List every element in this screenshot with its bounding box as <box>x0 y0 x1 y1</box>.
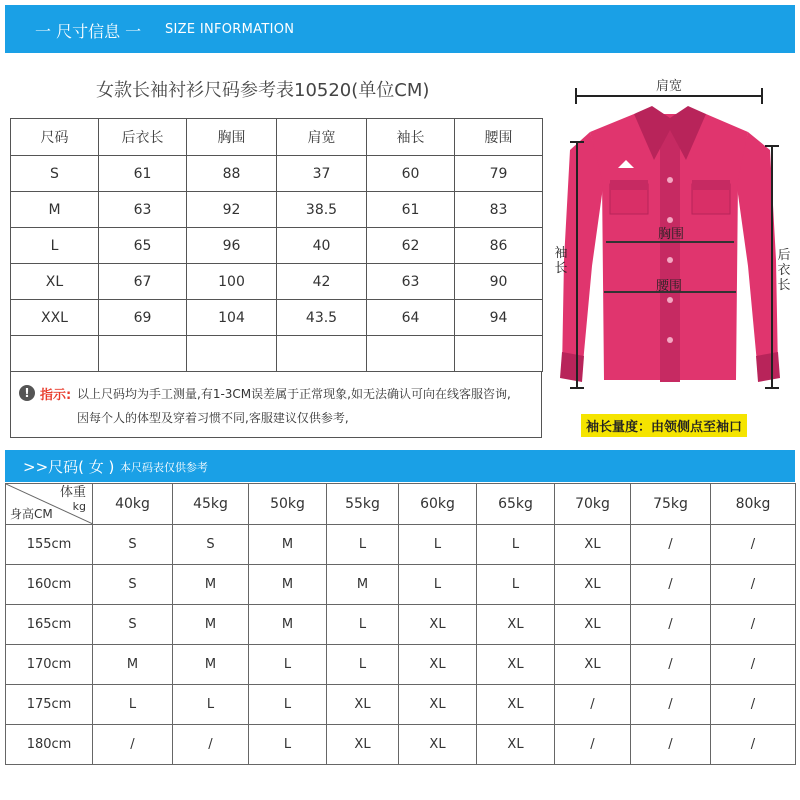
size-recommendation-cell: XL <box>555 645 631 685</box>
table-row <box>6 645 796 685</box>
weight-header-cell: 60kg <box>399 484 477 525</box>
table-row <box>6 605 796 645</box>
weight-header-cell: 75kg <box>631 484 711 525</box>
size-recommendation-cell: / <box>711 565 796 605</box>
size-cell: XL <box>11 264 99 300</box>
weight-header-cell: 65kg <box>477 484 555 525</box>
size-recommendation-cell: / <box>631 725 711 765</box>
size-recommendation-cell: XL <box>399 685 477 725</box>
size-cell: 60 <box>367 156 455 192</box>
size-recommendation-cell: L <box>477 565 555 605</box>
size-cell: 40 <box>277 228 367 264</box>
size-recommendation-cell: L <box>327 645 399 685</box>
size-recommendation-cell: XL <box>477 645 555 685</box>
size-recommendation-cell: XL <box>477 685 555 725</box>
table-row <box>6 525 796 565</box>
height-cell: 170cm <box>6 645 93 685</box>
height-cell: 180cm <box>6 725 93 765</box>
size-recommendation-cell: L <box>249 725 327 765</box>
size-recommendation-cell: XL <box>477 605 555 645</box>
size-recommendation-cell: M <box>173 605 249 645</box>
section-title: >>尺码( 女 ) <box>23 458 115 476</box>
women-size-section-bar <box>5 450 795 482</box>
weight-header-row <box>6 484 796 525</box>
weight-header-cell: 55kg <box>327 484 399 525</box>
size-recommendation-cell: M <box>249 565 327 605</box>
size-recommendation-cell: XL <box>555 605 631 645</box>
size-cell: 92 <box>187 192 277 228</box>
section-subtitle: 本尺码表仅供参考 <box>120 461 208 474</box>
size-recommendation-cell: XL <box>327 685 399 725</box>
weight-header-cell: 40kg <box>93 484 173 525</box>
size-recommendation-cell: / <box>711 725 796 765</box>
size-cell: L <box>11 228 99 264</box>
size-recommendation-cell: S <box>93 525 173 565</box>
size-cell: 42 <box>277 264 367 300</box>
size-header-cell: 肩宽 <box>277 119 367 156</box>
size-recommendation-cell: M <box>93 645 173 685</box>
size-recommendation-cell: / <box>631 605 711 645</box>
height-cell: 155cm <box>6 525 93 565</box>
weight-header-cell: 45kg <box>173 484 249 525</box>
size-recommendation-cell: / <box>711 605 796 645</box>
height-cell: 175cm <box>6 685 93 725</box>
size-recommendation-cell: / <box>555 725 631 765</box>
size-recommendation-cell: M <box>327 565 399 605</box>
chest-label: 胸围 <box>658 227 685 242</box>
size-recommendation-cell: S <box>93 605 173 645</box>
size-cell <box>187 336 277 372</box>
size-recommendation-cell: L <box>93 685 173 725</box>
size-cell <box>455 336 543 372</box>
size-recommendation-cell: / <box>711 525 796 565</box>
note-text-line2: 因每个人的体型及穿着习惯不同,客服建议仅供参考, <box>77 411 349 425</box>
size-recommendation-cell: / <box>631 565 711 605</box>
size-header-row <box>11 119 543 156</box>
size-recommendation-cell: / <box>173 725 249 765</box>
warning-icon: ! <box>19 385 35 401</box>
note-text-line1: 以上尺码均为手工测量,有1-3CM误差属于正常现象,如无法确认可向在线客服咨询, <box>77 387 511 401</box>
sleeve-measure-note: 袖长量度：由领侧点至袖口 <box>581 414 747 437</box>
size-recommendation-cell: / <box>631 525 711 565</box>
height-weight-size-table <box>5 483 796 765</box>
size-cell: 61 <box>367 192 455 228</box>
table-row <box>6 685 796 725</box>
table-row <box>11 192 543 228</box>
size-cell: 63 <box>367 264 455 300</box>
size-cell: 69 <box>99 300 187 336</box>
back-length-label: 后衣长 <box>777 248 791 293</box>
height-cell: 160cm <box>6 565 93 605</box>
size-cell: 100 <box>187 264 277 300</box>
weight-header-cell: 80kg <box>711 484 796 525</box>
table-row <box>11 156 543 192</box>
size-recommendation-cell: L <box>249 645 327 685</box>
size-recommendation-cell: S <box>173 525 249 565</box>
size-header-cell: 尺码 <box>11 119 99 156</box>
waist-label: 腰围 <box>656 279 683 294</box>
size-recommendation-cell: L <box>399 565 477 605</box>
size-cell: 67 <box>99 264 187 300</box>
size-recommendation-cell: L <box>249 685 327 725</box>
shoulder-width-label: 肩宽 <box>656 79 683 94</box>
size-cell: 61 <box>99 156 187 192</box>
size-cell: 104 <box>187 300 277 336</box>
size-recommendation-cell: XL <box>399 605 477 645</box>
table-row <box>11 336 543 372</box>
size-recommendation-cell: L <box>399 525 477 565</box>
corner-weight-label: 体重 <box>59 485 86 500</box>
height-cell: 165cm <box>6 605 93 645</box>
size-cell: 43.5 <box>277 300 367 336</box>
weight-header-cell: 70kg <box>555 484 631 525</box>
size-recommendation-cell: M <box>249 605 327 645</box>
size-table <box>10 118 543 372</box>
corner-height-label: 身高CM <box>10 507 53 521</box>
banner-title: 一 尺寸信息 一 <box>35 22 142 41</box>
size-recommendation-cell: L <box>327 525 399 565</box>
size-recommendation-cell: / <box>631 645 711 685</box>
size-recommendation-cell: XL <box>327 725 399 765</box>
size-recommendation-cell: L <box>327 605 399 645</box>
size-cell: 96 <box>187 228 277 264</box>
shirt-measurement-diagram <box>548 70 800 450</box>
corner-kg-label: kg <box>72 500 86 513</box>
size-cell <box>367 336 455 372</box>
size-header-cell: 袖长 <box>367 119 455 156</box>
size-recommendation-cell: / <box>631 685 711 725</box>
size-info-banner <box>5 5 795 53</box>
size-recommendation-cell: M <box>249 525 327 565</box>
size-header-cell: 胸围 <box>187 119 277 156</box>
size-recommendation-cell: M <box>173 645 249 685</box>
size-recommendation-cell: M <box>173 565 249 605</box>
size-recommendation-cell: XL <box>399 725 477 765</box>
size-cell <box>11 336 99 372</box>
size-cell: 38.5 <box>277 192 367 228</box>
size-cell: 37 <box>277 156 367 192</box>
size-cell: S <box>11 156 99 192</box>
size-recommendation-cell: XL <box>555 565 631 605</box>
size-cell: 88 <box>187 156 277 192</box>
size-recommendation-cell: / <box>711 645 796 685</box>
table-row <box>6 565 796 605</box>
corner-cell <box>6 484 93 525</box>
size-header-cell: 后衣长 <box>99 119 187 156</box>
size-cell: 94 <box>455 300 543 336</box>
size-cell: 90 <box>455 264 543 300</box>
size-cell: 65 <box>99 228 187 264</box>
size-table-title: 女款长袖衬衫尺码参考表10520(单位CM) <box>96 80 430 101</box>
size-recommendation-cell: XL <box>555 525 631 565</box>
size-cell: M <box>11 192 99 228</box>
size-cell: 62 <box>367 228 455 264</box>
size-cell <box>99 336 187 372</box>
measurement-note <box>10 372 542 438</box>
size-cell: XXL <box>11 300 99 336</box>
size-recommendation-cell: / <box>93 725 173 765</box>
note-label: 指示: <box>40 388 72 403</box>
size-recommendation-cell: L <box>477 525 555 565</box>
size-cell: 63 <box>99 192 187 228</box>
table-row <box>11 228 543 264</box>
sleeve-length-label: 袖长 <box>554 246 568 276</box>
size-recommendation-cell: XL <box>399 645 477 685</box>
size-header-cell: 腰围 <box>455 119 543 156</box>
size-cell: 79 <box>455 156 543 192</box>
size-cell: 83 <box>455 192 543 228</box>
size-recommendation-cell: L <box>173 685 249 725</box>
size-recommendation-cell: / <box>555 685 631 725</box>
size-cell <box>277 336 367 372</box>
size-cell: 64 <box>367 300 455 336</box>
table-row <box>11 264 543 300</box>
size-recommendation-cell: / <box>711 685 796 725</box>
size-recommendation-cell: XL <box>477 725 555 765</box>
size-cell: 86 <box>455 228 543 264</box>
size-recommendation-cell: S <box>93 565 173 605</box>
banner-subtitle: SIZE INFORMATION <box>165 22 295 37</box>
weight-header-cell: 50kg <box>249 484 327 525</box>
table-row <box>11 300 543 336</box>
table-row <box>6 725 796 765</box>
